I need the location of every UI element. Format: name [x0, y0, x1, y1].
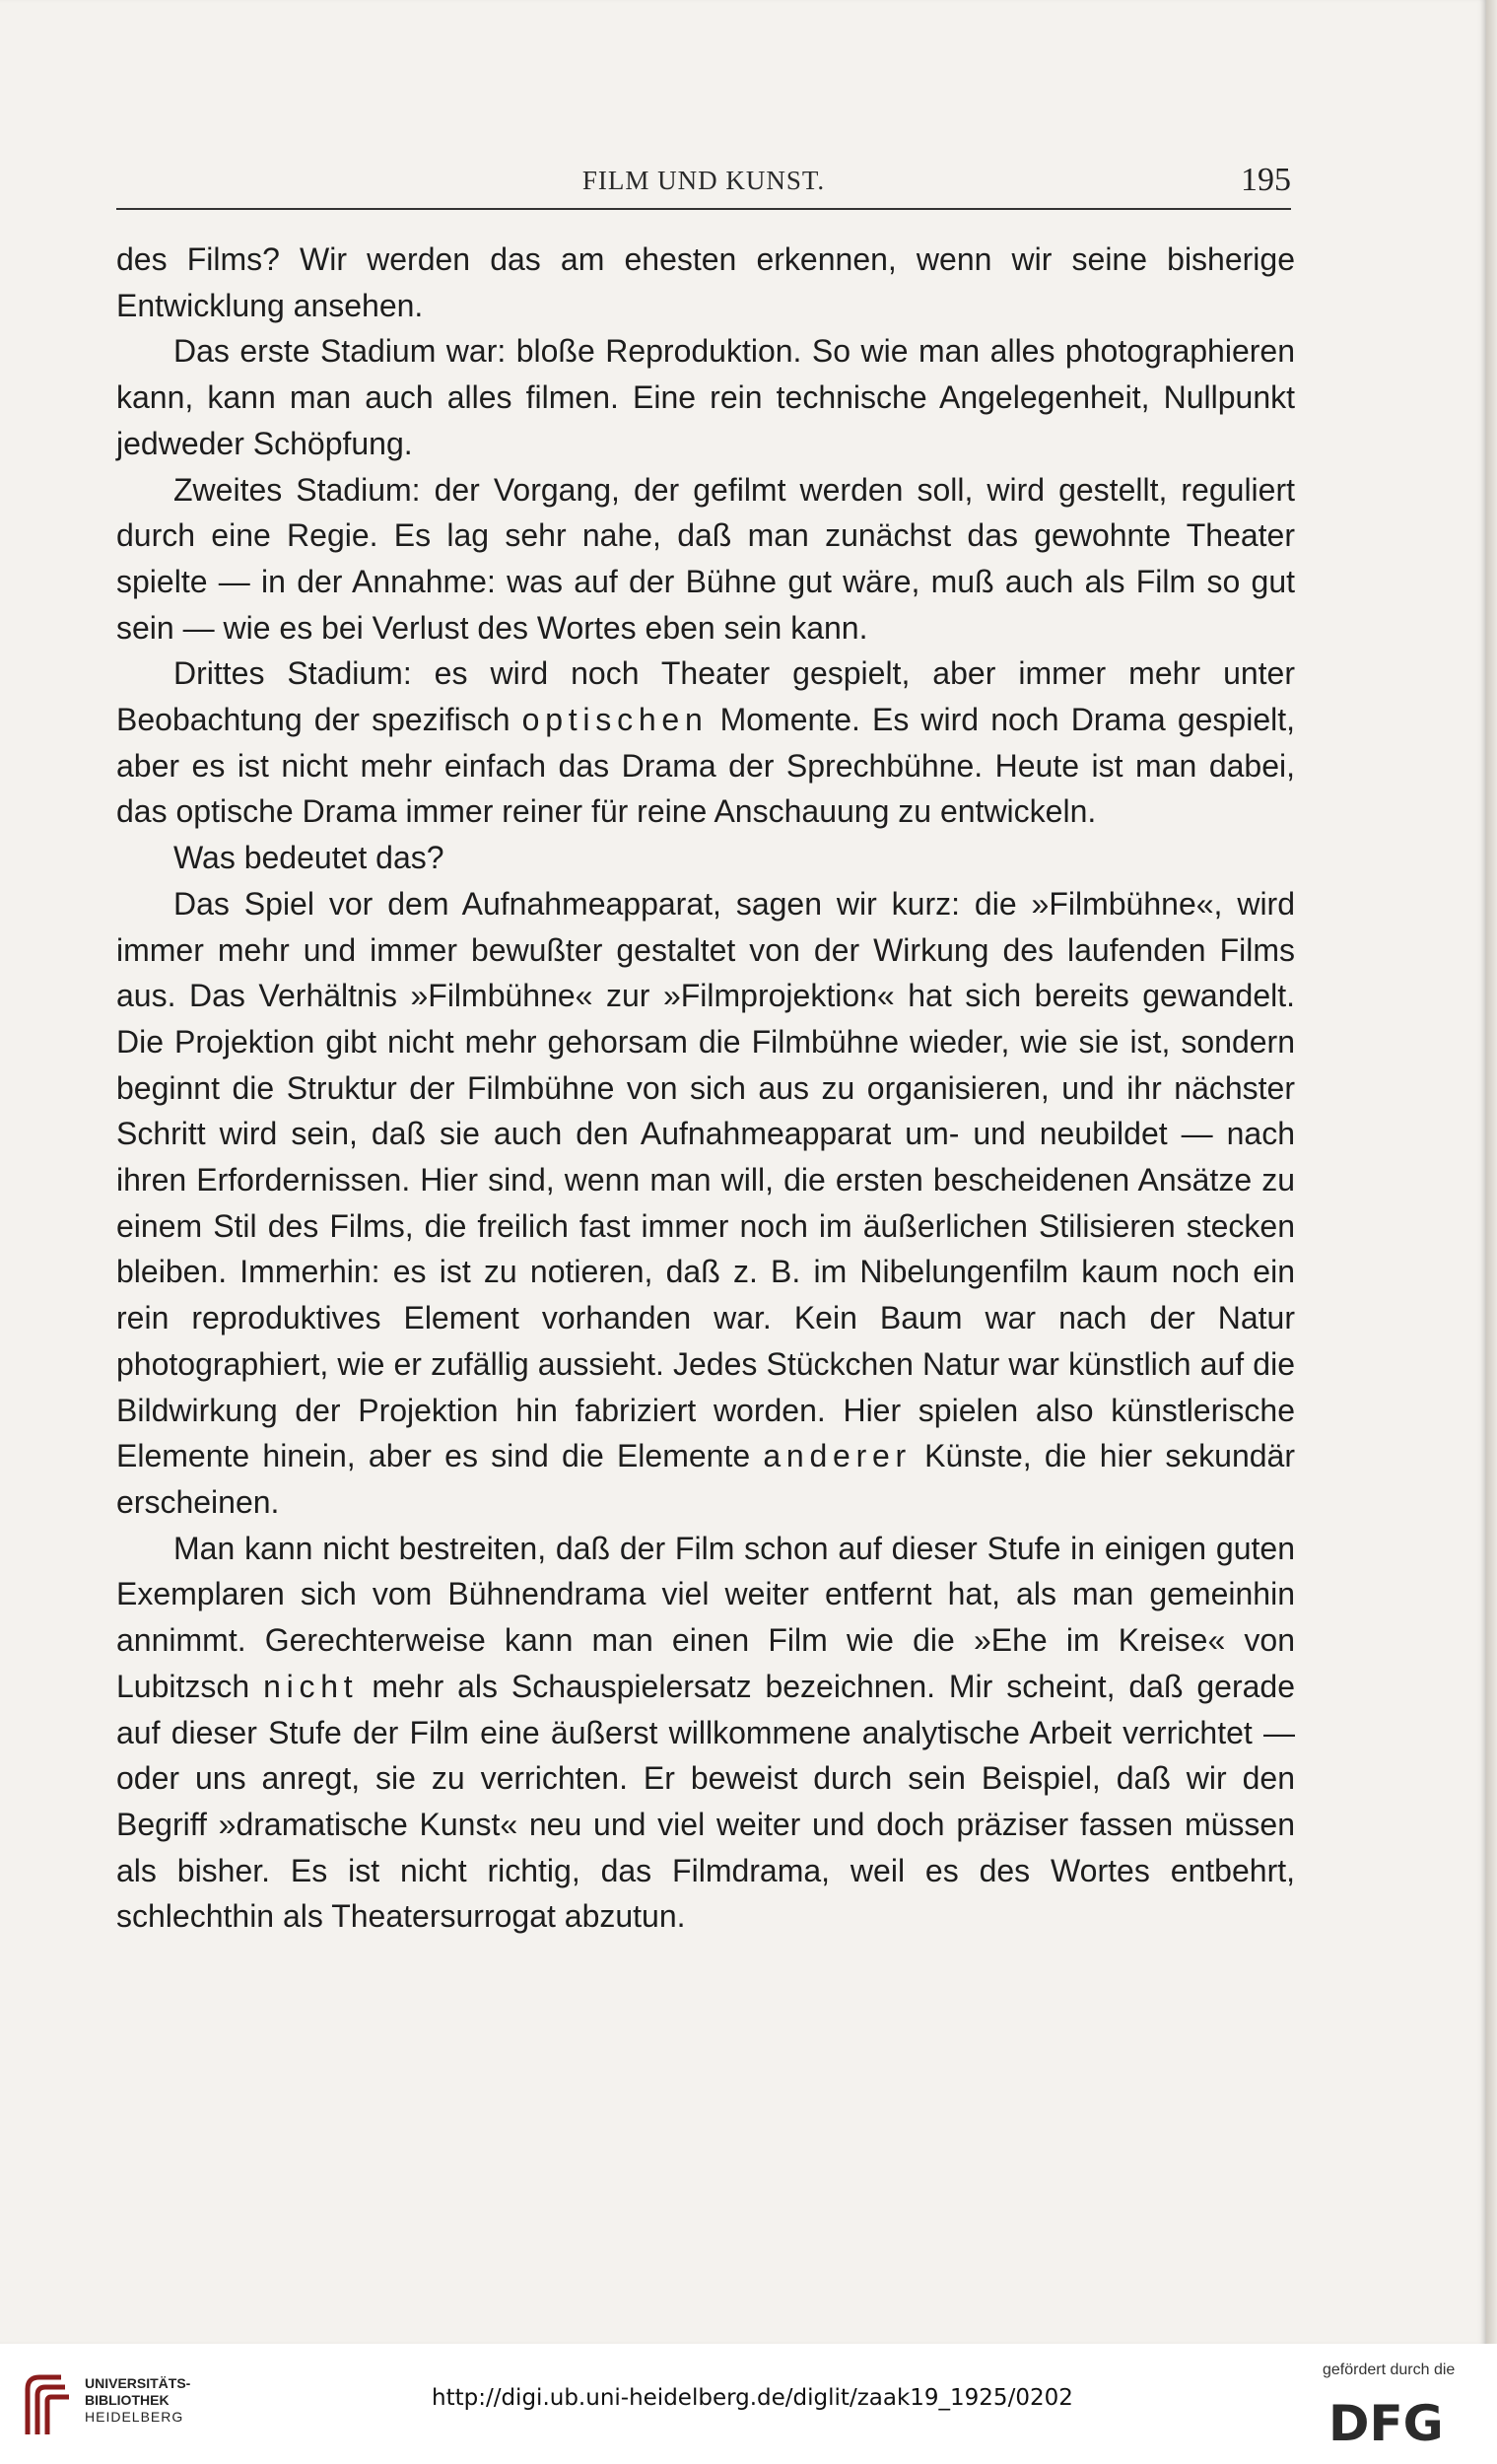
paragraph-4-text-a: Drittes Stadium: es wird noch Theater gespielt, aber immer mehr unter Beobachtung der spezifisch — [116, 655, 1295, 738]
paragraph-4-text-c: Momente. Es wird noch Drama gespielt, aber es ist nicht mehr einfach das Drama der Sprechbühne. Heute ist man dabei, das optische Drama immer reiner für reine Anschauung zu entwickeln. — [116, 702, 1296, 830]
paragraph-6-text-c: Künste, die hier sekundär erscheinen. — [116, 1438, 1295, 1520]
funding-caption: gefördert durch die — [1323, 2361, 1456, 2378]
paragraph-6 — [116, 881, 1295, 1526]
permalink-url[interactable]: http://digi.ub.uni-heidelberg.de/diglit/zaak19_1925/0202 — [432, 2385, 1073, 2411]
library-line-1: UNIVERSITÄTS- — [85, 2375, 191, 2391]
paragraph-3: Zweites Stadium: der Vorgang, der gefilmt werden soll, wird gestellt, reguliert durch eine Regie. Es lag sehr nahe, daß man zunächst das gewohnte Theater spielte — in der Annahme: was auf der Bühne gut wäre, muß auch als Film so gut sein — wie es bei Verlust des Wortes eben sein kann. — [116, 471, 1295, 646]
page-number: 195 — [1241, 162, 1291, 198]
paragraph-5: Was bedeutet das? — [173, 840, 444, 876]
paragraph-7-text-a: Man kann nicht bestreiten, daß der Film schon auf dieser Stufe in einigen guten Exemplaren sich vom Bühnendrama viel weiter entfernt hat, als man gemeinhin annimmt. Gerechterweise kann man einen Film wie die »Ehe im Kreise« von Lubitzsch — [116, 1530, 1295, 1704]
viewer-footer — [0, 2344, 1497, 2464]
body-text — [116, 237, 1295, 1940]
paragraph-7 — [116, 1526, 1295, 1940]
paragraph-1: des Films? Wir werden das am ehesten erkennen, wenn wir seine bisherige Entwicklung ansehen. — [116, 241, 1295, 323]
library-line-2: BIBLIOTHEK — [85, 2392, 170, 2408]
running-title: FILM UND KUNST. — [581, 166, 826, 195]
emphasis-anderer: anderer — [763, 1438, 912, 1474]
library-line-3: HEIDELBERG — [85, 2409, 184, 2425]
library-name — [85, 2375, 190, 2426]
emphasis-nicht: nicht — [263, 1668, 359, 1704]
heidelberg-ub-logo-icon — [22, 2371, 79, 2440]
dfg-logo-text: DFG — [1328, 2395, 1444, 2450]
page-edge — [1486, 0, 1497, 2344]
header-rule — [116, 208, 1291, 210]
dfg-logo-icon — [1327, 2391, 1474, 2450]
emphasis-optischen: optischen — [521, 702, 709, 738]
paragraph-4 — [116, 650, 1295, 835]
paragraph-2: Das erste Stadium war: bloße Reproduktion. So wie man alles photographieren kann, kann man auch alles filmen. Eine rein technische Angelegenheit, Nullpunkt jedweder Schöpfung. — [116, 333, 1295, 461]
paragraph-7-text-c: mehr als Schauspielersatz bezeichnen. Mir scheint, daß gerade auf dieser Stufe der Film eine äußerst willkommene analytische Arbeit verrichtet — oder uns anregt, sie zu verrichten. Er beweist durch sein Beispiel, daß wir den Begriff »dramatische Kunst« neu und viel weiter und doch präziser fassen müssen als bisher. Es ist nicht richtig, das Filmdrama, weil es des Wortes entbehrt, schlechthin als Theatersurrogat abzutun. — [116, 1668, 1296, 1935]
paragraph-6-text-a: Das Spiel vor dem Aufnahmeapparat, sagen wir kurz: die »Filmbühne«, wird immer mehr und immer bewußter gestaltet von der Wirkung des laufenden Films aus. Das Verhältnis »Filmbühne« zur »Filmprojektion« hat sich bereits gewandelt. Die Projektion gibt nicht mehr gehorsam die Filmbühne wieder, wie sie ist, sondern beginnt die Struktur der Filmbühne von sich aus zu organisieren, und ihr nächster Schritt wird sein, daß sie auch den Aufnahmeapparat um- und neubildet — nach ihren Erfordernissen. Hier sind, wenn man will, die ersten bescheidenen Ansätze zu einem Stil des Films, die freilich fast immer noch im äußerlichen Stilisieren stecken bleiben. Immerhin: es ist zu notieren, daß z. B. im Nibelungenfilm kaum noch ein rein reproduktives Element vorhanden war. Kein Baum war nach der Natur photographiert, wie er zufällig aussieht. Jedes Stückchen Natur war künstlich auf die Bildwirkung der Projektion hin fabriziert worden. Hier spielen also künstlerische Elemente hinein, aber es sind die Elemente — [116, 885, 1295, 1474]
